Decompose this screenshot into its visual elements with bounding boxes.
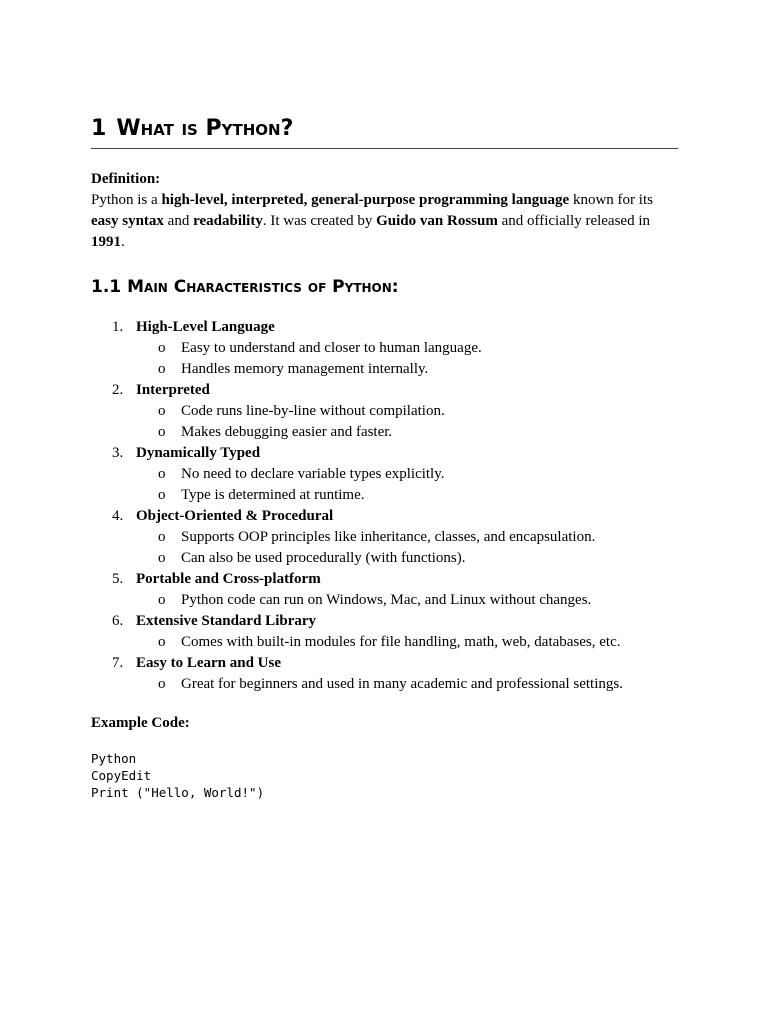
sub-point-list [91,464,678,506]
sub-point-text: Can also be used procedurally (with functions). [181,550,466,566]
document-content [91,113,678,801]
bullet-icon: o [158,592,166,608]
list-item [91,611,678,653]
definition-text: and officially released in [497,213,651,229]
sub-point-text: Handles memory management internally. [181,361,429,377]
list-number: 5. [112,571,124,587]
definition-emphasis: Guido van Rossum [376,213,498,229]
sub-point-text: No need to declare variable types explicitly. [181,466,445,482]
list-number: 2. [112,382,124,398]
sub-point-list [91,632,678,653]
sub-point-list [91,338,678,380]
bullet-icon: o [158,676,166,692]
code-block [91,750,678,801]
bullet-icon: o [158,466,166,482]
definition-label: Definition: [91,171,161,187]
list-number: 1. [112,319,124,335]
definition-text: and [163,213,194,229]
sub-point-list [91,401,678,443]
subsection-number: 1.1 [91,277,122,297]
definition-emphasis: readability [193,213,263,229]
bullet-icon: o [158,487,166,503]
sub-point-text: Great for beginners and used in many academic and professional settings. [181,676,623,692]
definition-emphasis: high-level, interpreted, general-purpose programming language [161,192,570,208]
characteristic-heading [91,653,678,674]
bullet-icon: o [158,424,166,440]
definition-paragraph [91,190,678,253]
characteristic-title: Portable and Cross-platform [136,571,321,587]
sub-point-text: Supports OOP principles like inheritance, classes, and encapsulation. [181,529,596,545]
list-item [91,380,678,443]
sub-point [91,674,678,695]
bullet-icon: o [158,361,166,377]
characteristic-title: Extensive Standard Library [136,613,317,629]
code-line: Python [91,751,137,766]
bullet-icon: o [158,340,166,356]
characteristic-title: High-Level Language [136,319,275,335]
sub-point-text: Type is determined at runtime. [181,487,365,503]
list-item [91,317,678,380]
characteristics-list [91,317,678,695]
list-item [91,443,678,506]
example-label: Example Code: [91,715,190,731]
list-number: 6. [112,613,124,629]
subsection-title: Main Characteristics of Python: [127,277,399,297]
bullet-icon: o [158,403,166,419]
sub-point-text: Makes debugging easier and faster. [181,424,393,440]
characteristic-title: Object-Oriented & Procedural [136,508,334,524]
list-item [91,506,678,569]
sub-point [91,590,678,611]
sub-point-list [91,674,678,695]
section-title: What is Python? [116,116,294,141]
sub-point [91,548,678,569]
sub-point-text: Python code can run on Windows, Mac, and Linux without changes. [181,592,592,608]
characteristic-title: Interpreted [136,382,210,398]
sub-point-list [91,590,678,611]
list-item [91,653,678,695]
list-number: 4. [112,508,124,524]
definition-emphasis: easy syntax [91,213,164,229]
list-number: 3. [112,445,124,461]
sub-point [91,401,678,422]
definition-emphasis: 1991 [91,234,121,250]
sub-point [91,485,678,506]
characteristic-heading [91,443,678,464]
characteristic-heading [91,380,678,401]
sub-point [91,464,678,485]
sub-point [91,632,678,653]
definition-text: . [121,234,125,250]
bullet-icon: o [158,529,166,545]
definition-text: Python is a [91,192,162,208]
bullet-icon: o [158,550,166,566]
characteristic-heading [91,569,678,590]
sub-point [91,527,678,548]
characteristic-title: Easy to Learn and Use [136,655,282,671]
definition-text: . It was created by [262,213,377,229]
characteristic-title: Dynamically Typed [136,445,261,461]
list-number: 7. [112,655,124,671]
section-number: 1 [91,116,107,141]
list-item [91,569,678,611]
sub-point-list [91,527,678,569]
sub-point-text: Code runs line-by-line without compilation. [181,403,445,419]
bullet-icon: o [158,634,166,650]
code-line: CopyEdit [91,768,152,783]
characteristic-heading [91,611,678,632]
sub-point-text: Comes with built-in modules for file handling, math, web, databases, etc. [181,634,621,650]
code-line: Print ("Hello, World!") [91,785,265,800]
sub-point [91,359,678,380]
sub-point [91,422,678,443]
definition-text: known for its [569,192,653,208]
characteristic-heading [91,317,678,338]
section-heading [91,113,678,149]
characteristic-heading [91,506,678,527]
sub-point [91,338,678,359]
sub-point-text: Easy to understand and closer to human language. [181,340,482,356]
subsection-heading [91,275,678,299]
